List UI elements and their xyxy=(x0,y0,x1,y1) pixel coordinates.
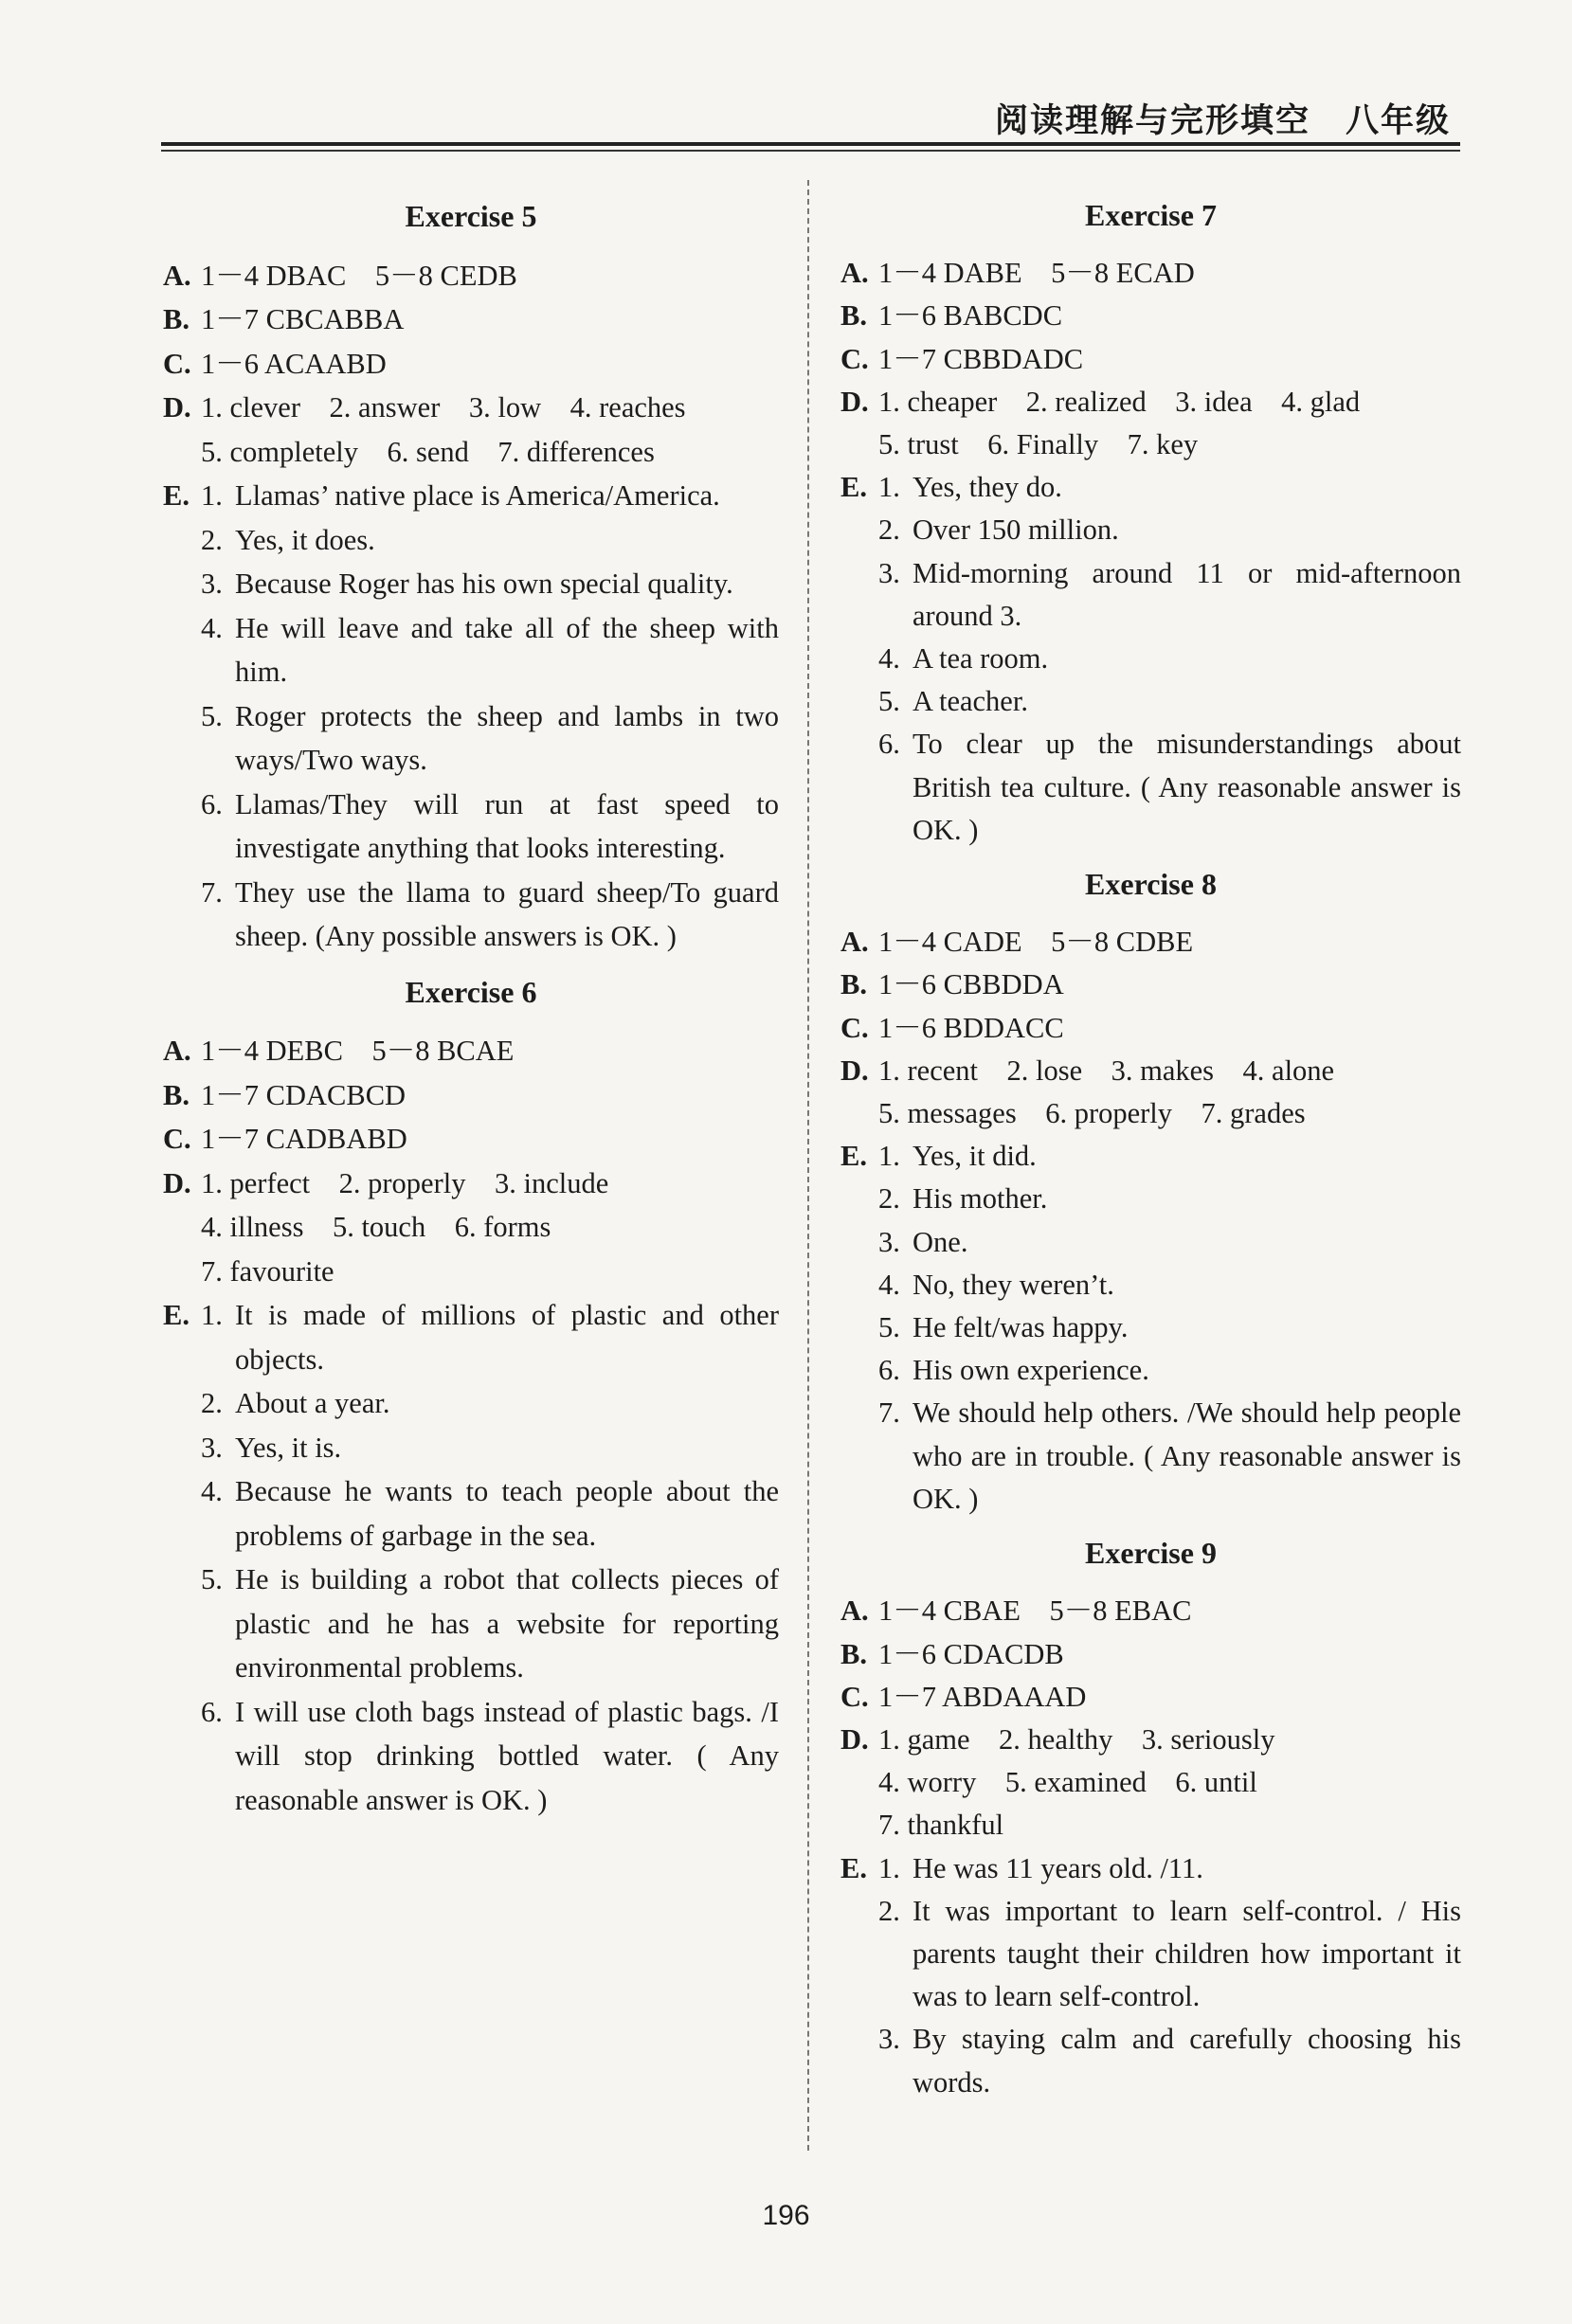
answer-row-a xyxy=(840,1590,1461,1632)
exercise-title: Exercise 8 xyxy=(1085,867,1217,902)
list-item: 2. Yes, it does. xyxy=(201,523,375,556)
answer-text: 1－6 BDDACC xyxy=(878,1011,1064,1044)
section-label: A. xyxy=(840,1594,869,1628)
list-item: 3. One. xyxy=(878,1225,968,1258)
section-label: B. xyxy=(840,1637,867,1670)
list-item: 4. Because he wants to teach people about the problems of garbage in the sea. xyxy=(201,1475,779,1552)
answer-text: 7. favourite xyxy=(201,1254,334,1288)
list-item: 5. A teacher. xyxy=(878,685,1028,718)
exercise-title: Exercise 6 xyxy=(405,974,537,1009)
section-label: A. xyxy=(163,259,191,292)
section-label: D. xyxy=(840,1722,869,1756)
answer-row-e xyxy=(840,1847,1461,2104)
answer-row-d-cont xyxy=(840,423,1461,466)
section-label: D. xyxy=(840,385,869,418)
section-label: E. xyxy=(840,1851,867,1884)
list-item: 2. His mother. xyxy=(878,1182,1048,1216)
answer-row-d xyxy=(840,381,1461,423)
answer-row-d xyxy=(163,1162,779,1206)
answer-row-b xyxy=(840,295,1461,337)
answer-text: 4. worry 5. examined 6. until xyxy=(878,1766,1257,1799)
answer-text: 1－4 CBAE 5－8 EBAC xyxy=(878,1594,1192,1628)
list-item: 7. We should help others. /We should help people who are in trouble. ( Any reasonable answer is OK. ) xyxy=(878,1396,1461,1515)
answer-row-d xyxy=(840,1719,1461,1761)
answer-row-d-cont xyxy=(163,430,779,475)
exercise-5 xyxy=(163,194,779,959)
section-label: B. xyxy=(840,299,867,333)
answer-row-c xyxy=(840,338,1461,381)
list-item: 5. Roger protects the sheep and lambs in two ways/Two ways. xyxy=(201,699,779,776)
exercise-8 xyxy=(840,863,1461,1521)
list-item: 1. Llamas’ native place is America/America. xyxy=(201,479,720,512)
exercise-title: Exercise 9 xyxy=(1085,1536,1217,1571)
answer-text: 1－4 CADE 5－8 CDBE xyxy=(878,926,1194,959)
left-column xyxy=(163,175,779,1822)
section-label: D. xyxy=(163,1166,191,1199)
list-item: 4. No, they weren’t. xyxy=(878,1268,1114,1301)
answer-row-d-cont xyxy=(840,1092,1461,1135)
answer-text: 1－6 ACAABD xyxy=(201,347,387,380)
section-label: A. xyxy=(163,1035,191,1067)
answer-row-b xyxy=(163,297,779,342)
list-item: 4. A tea room. xyxy=(878,642,1049,676)
answer-row-c xyxy=(840,1676,1461,1719)
header-title: 阅读理解与完形填空 八年级 xyxy=(994,102,1451,140)
answer-row-e xyxy=(163,1293,779,1822)
answer-text: 7. thankful xyxy=(878,1809,1004,1842)
list-item: 1. He was 11 years old. /11. xyxy=(878,1851,1203,1884)
list-item: 4. He will leave and take all of the sheep with him. xyxy=(201,611,779,688)
answer-text: 1－7 CBBDADC xyxy=(878,342,1084,375)
answer-text: 1－6 CBBDDA xyxy=(878,968,1064,1001)
section-label: C. xyxy=(840,342,869,375)
answer-row-d-cont xyxy=(840,1761,1461,1804)
answer-row-e xyxy=(840,466,1461,852)
section-label: A. xyxy=(840,257,869,290)
section-label: E. xyxy=(840,471,867,504)
answer-text: 5. messages 6. properly 7. grades xyxy=(878,1097,1306,1130)
list-item: 6. To clear up the misunderstandings about British tea culture. ( Any reasonable answer is OK. ) xyxy=(878,728,1461,846)
right-column xyxy=(840,175,1461,2104)
list-item: 5. He is building a robot that collects pieces of plastic and he has a website for reporting environmental problems. xyxy=(201,1563,779,1684)
section-label: B. xyxy=(163,303,190,335)
list-item: 7. They use the llama to guard sheep/To guard sheep. (Any possible answers is OK. ) xyxy=(201,875,779,952)
list-item: 3. By staying calm and carefully choosing his words. xyxy=(878,2023,1461,2099)
list-item: 1. Yes, they do. xyxy=(878,471,1062,504)
section-label: B. xyxy=(840,968,867,1001)
answer-text: 1－6 CDACDB xyxy=(878,1637,1064,1670)
section-label: C. xyxy=(840,1011,869,1044)
answer-row-d-cont xyxy=(163,1250,779,1294)
answer-text: 1－4 DBAC 5－8 CEDB xyxy=(201,259,517,292)
column-divider xyxy=(807,180,809,2151)
list-item: 6. His own experience. xyxy=(878,1354,1149,1387)
answer-row-a xyxy=(163,1029,779,1073)
answer-row-c xyxy=(163,1117,779,1162)
list-item: 3. Mid-morning around 11 or mid-afternoon around 3. xyxy=(878,556,1461,632)
exercise-title: Exercise 5 xyxy=(405,199,537,233)
answer-row-c xyxy=(163,342,779,387)
list-item: 2. Over 150 million. xyxy=(878,513,1119,547)
answer-text: 1. recent 2. lose 3. makes 4. alone xyxy=(878,1054,1335,1087)
answer-row-b xyxy=(163,1073,779,1118)
answer-text: 1. clever 2. answer 3. low 4. reaches xyxy=(201,391,686,423)
answer-text: 1－7 ABDAAAD xyxy=(878,1680,1087,1713)
answer-row-c xyxy=(840,1007,1461,1050)
exercise-7 xyxy=(840,194,1461,852)
header-rule xyxy=(161,142,1460,146)
section-label: D. xyxy=(840,1054,869,1087)
answer-row-a xyxy=(163,254,779,298)
list-item: 3. Because Roger has his own special quality. xyxy=(201,567,733,600)
answer-row-a xyxy=(840,921,1461,964)
answer-row-b xyxy=(840,964,1461,1006)
answer-row-b xyxy=(840,1633,1461,1676)
section-label: E. xyxy=(840,1140,867,1173)
list-item: 1. Yes, it did. xyxy=(878,1140,1037,1173)
section-label: D. xyxy=(163,391,191,423)
answer-row-d-cont xyxy=(163,1205,779,1250)
answer-text: 1. perfect 2. properly 3. include xyxy=(201,1166,609,1199)
header-rule-thin xyxy=(161,150,1460,152)
list-item: 1. It is made of millions of plastic and other objects. xyxy=(201,1299,779,1376)
answer-text: 1－4 DEBC 5－8 BCAE xyxy=(201,1035,515,1067)
answer-row-d-cont xyxy=(840,1804,1461,1847)
answer-text: 4. illness 5. touch 6. forms xyxy=(201,1211,551,1243)
list-item: 2. It was important to learn self-control. / His parents taught their children how important it was to learn self-control. xyxy=(878,1894,1461,2013)
answer-row-a xyxy=(840,252,1461,295)
answer-text: 1. game 2. healthy 3. seriously xyxy=(878,1722,1275,1756)
section-label: C. xyxy=(163,1123,191,1155)
section-label: E. xyxy=(163,1299,190,1331)
section-label: E. xyxy=(163,479,190,512)
exercise-6 xyxy=(163,970,779,1823)
list-item: 6. I will use cloth bags instead of plastic bags. /I will stop drinking bottled water. ( Any reasonable answer is OK. ) xyxy=(201,1695,779,1816)
answer-text: 1－7 CADBABD xyxy=(201,1123,407,1155)
section-label: A. xyxy=(840,926,869,959)
answer-row-e xyxy=(163,474,779,959)
list-item: 2. About a year. xyxy=(201,1387,390,1419)
list-item: 6. Llamas/They will run at fast speed to investigate anything that looks interesting. xyxy=(201,787,779,864)
list-item: 3. Yes, it is. xyxy=(201,1431,342,1464)
exercise-title: Exercise 7 xyxy=(1085,198,1217,232)
answer-row-d xyxy=(163,386,779,430)
answer-text: 1－4 DABE 5－8 ECAD xyxy=(878,257,1195,290)
answer-text: 1. cheaper 2. realized 3. idea 4. glad xyxy=(878,385,1361,418)
answer-text: 1－7 CDACBCD xyxy=(201,1078,407,1111)
list-item: 5. He felt/was happy. xyxy=(878,1311,1129,1344)
answer-text: 5. trust 6. Finally 7. key xyxy=(878,428,1199,461)
answer-text: 1－6 BABCDC xyxy=(878,299,1063,333)
answer-text: 1－7 CBCABBA xyxy=(201,303,405,335)
answer-text: 5. completely 6. send 7. differences xyxy=(201,435,655,468)
section-label: B. xyxy=(163,1078,190,1111)
answer-row-d xyxy=(840,1050,1461,1092)
section-label: C. xyxy=(163,347,191,380)
section-label: C. xyxy=(840,1680,869,1713)
exercise-9 xyxy=(840,1532,1461,2104)
page-number: 196 xyxy=(762,2200,810,2231)
answer-row-e xyxy=(840,1135,1461,1521)
